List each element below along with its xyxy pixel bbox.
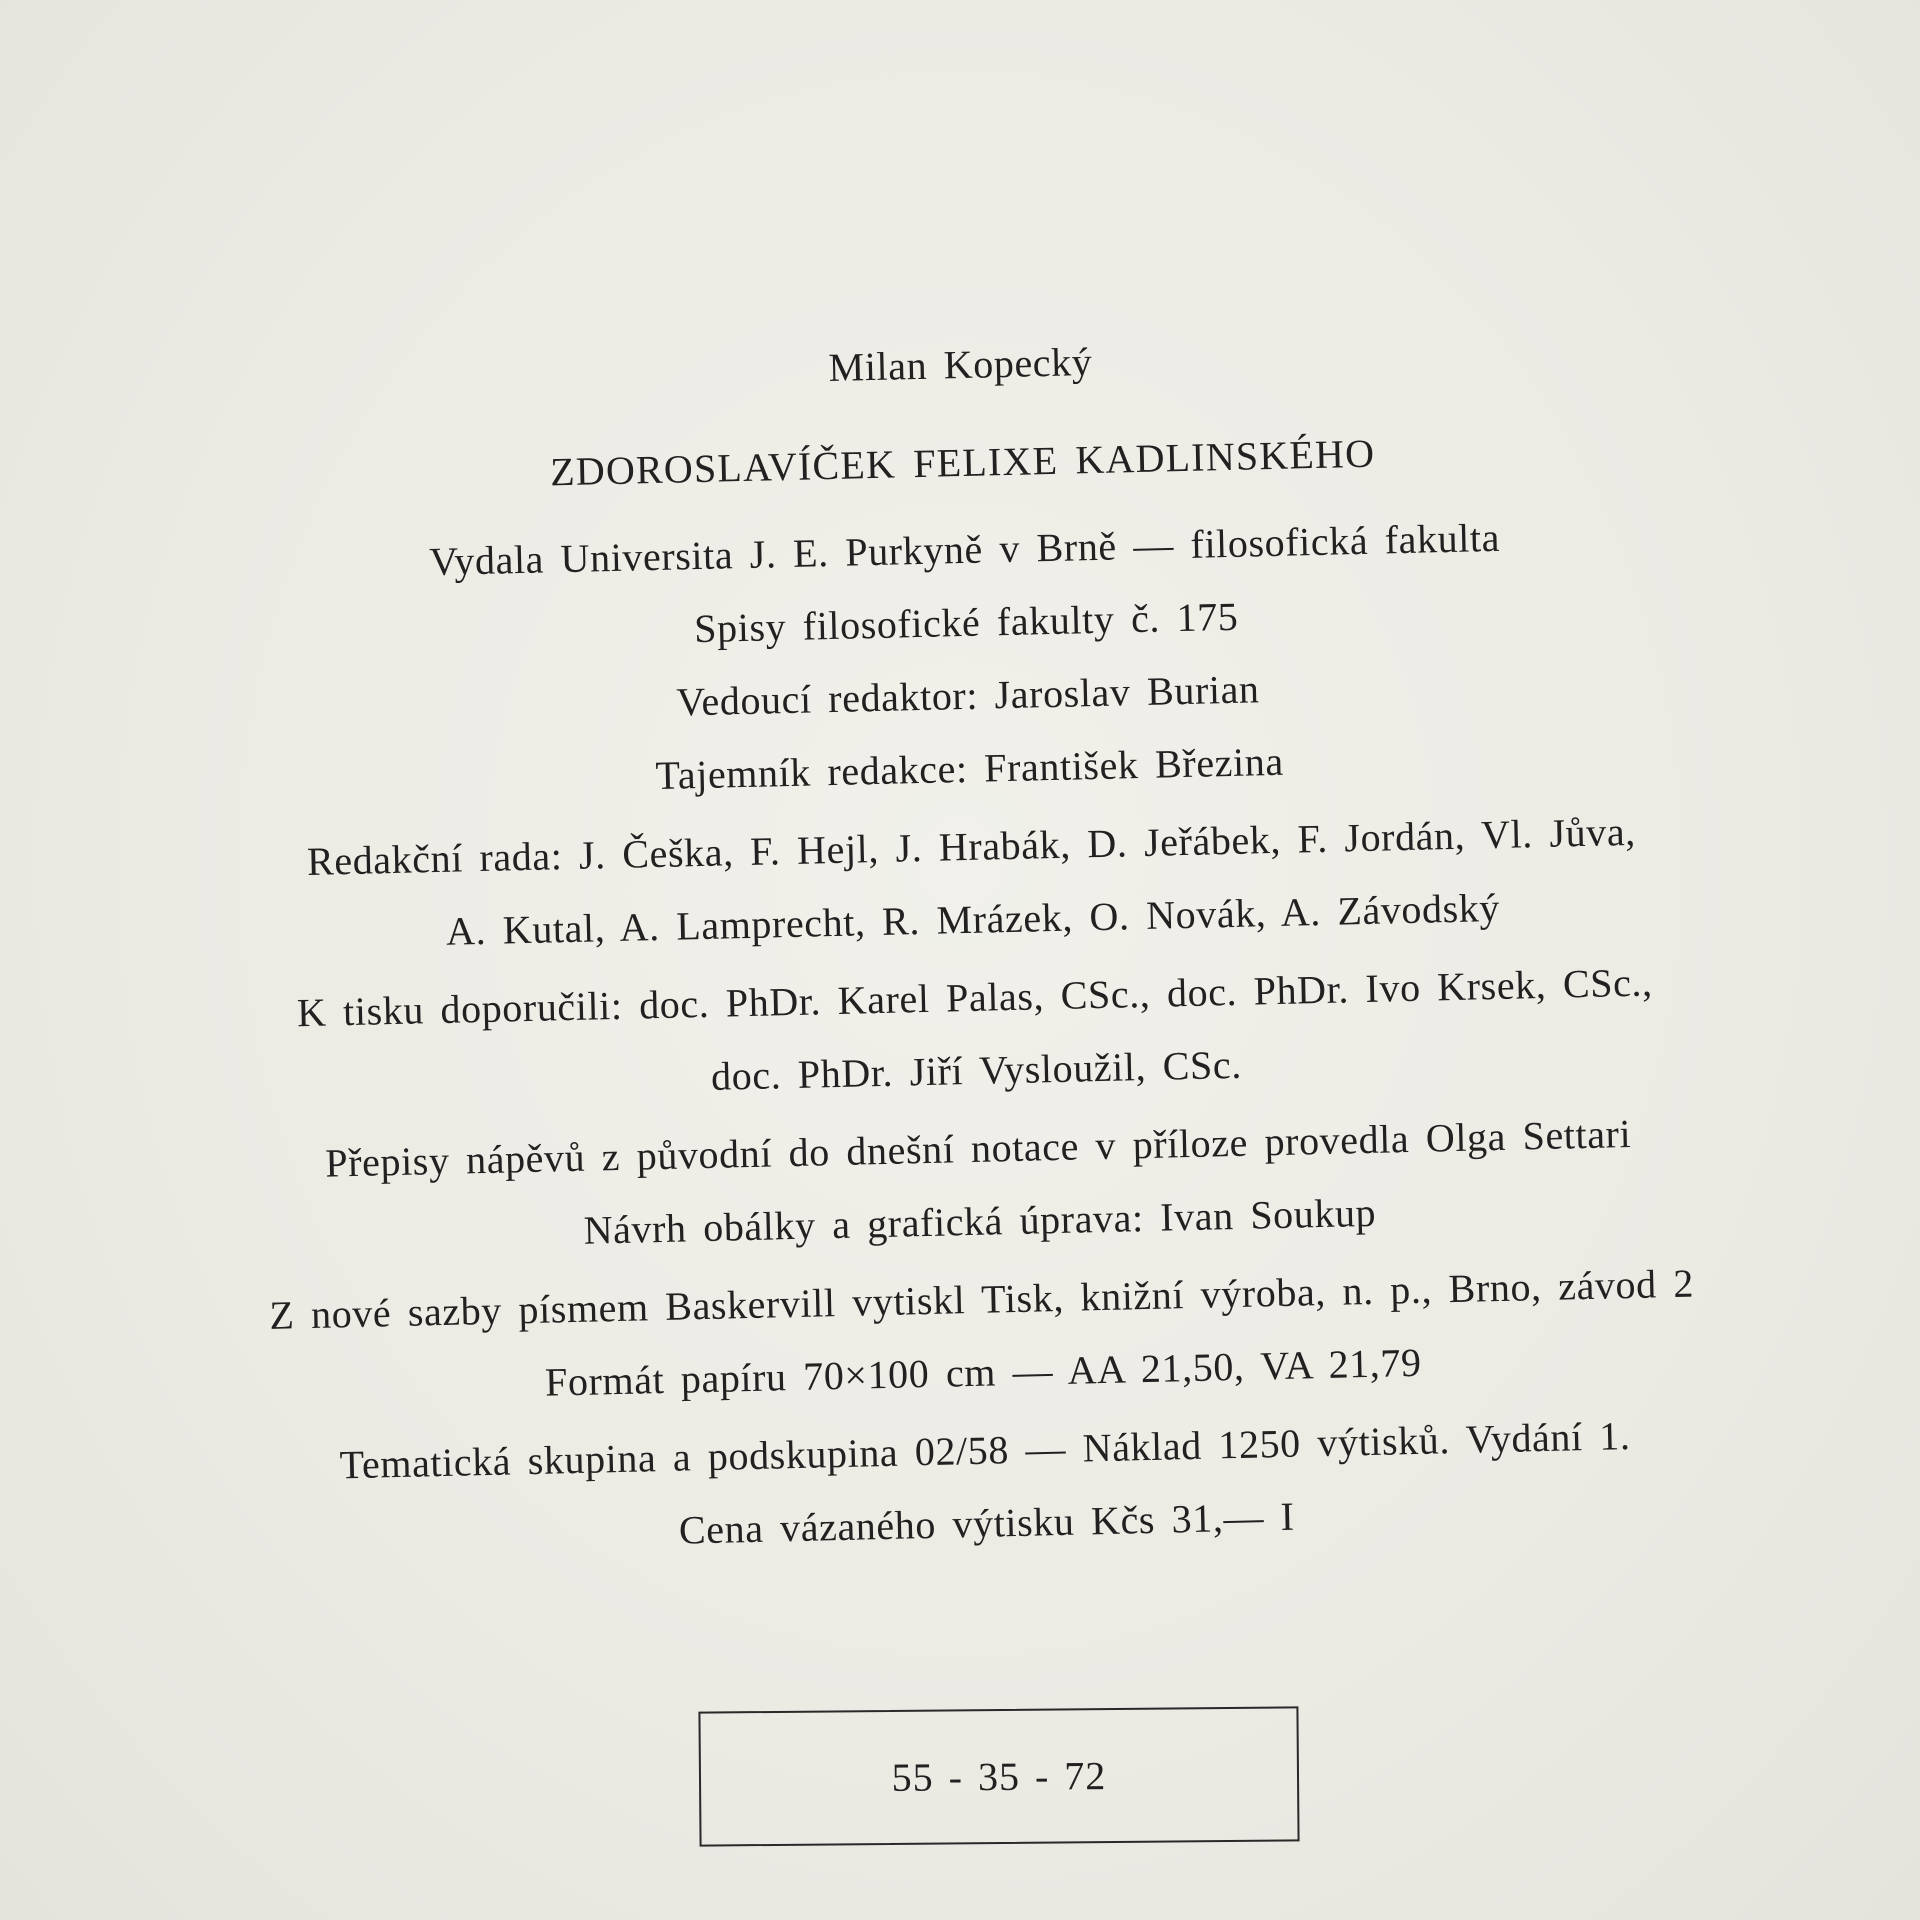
reviewers-block <box>195 960 1757 1108</box>
secretary-line: Tajemník redakce: František Březina <box>655 738 1285 799</box>
editorial-board-line-2: A. Kutal, A. Lamprecht, R. Mrázek, O. Novák, A. Závodský <box>445 884 1501 954</box>
editorial-board-line-1: Redakční rada: J. Češka, F. Hejl, J. Hrabák, D. Jeřábek, F. Jordán, Vl. Jůva, <box>306 808 1637 884</box>
catalog-code-box <box>698 1706 1299 1846</box>
price-line: Cena vázaného výtisku Kčs 31,— I <box>678 1493 1296 1553</box>
colophon-text <box>180 327 1767 1561</box>
reviewers-line-2: doc. PhDr. Jiří Vysloužil, CSc. <box>710 1041 1243 1099</box>
editor-line: Vedoucí redaktor: Jaroslav Burian <box>675 666 1260 725</box>
printing-line-1: Z nové sazby písmem Baskervill vytiskl Tisk, knižní výroba, n. p., Brno, závod 2 <box>268 1260 1695 1338</box>
printing-line-2: Formát papíru 70×100 cm — AA 21,50, VA 21,79 <box>544 1339 1423 1405</box>
credits-block <box>198 1111 1760 1259</box>
author-name: Milan Kopecký <box>828 339 1093 390</box>
book-title: ZDOROSLAVÍČEK FELIXE KADLINSKÉHO <box>549 430 1376 495</box>
catalog-code: 55 - 35 - 72 <box>891 1753 1107 1800</box>
printing-block <box>201 1262 1763 1410</box>
publisher-line: Vydala Universita J. E. Purkyně v Brně — filosofická fakulta <box>428 514 1501 585</box>
edition-block <box>205 1413 1767 1561</box>
editorial-board-block <box>191 809 1753 957</box>
design-credit: Návrh obálky a grafická úprava: Ivan Soukup <box>583 1189 1377 1253</box>
publisher-block <box>184 512 1749 806</box>
reviewers-line-1: K tisku doporučili: doc. PhDr. Karel Palas, CSc., doc. PhDr. Ivo Krsek, CSc., <box>296 959 1654 1036</box>
edition-line: Tematická skupina a podskupina 02/58 — Náklad 1250 výtisků. Vydání 1. <box>339 1413 1631 1488</box>
transcription-credit: Přepisy nápěvů z původní do dnešní notace v příloze provedla Olga Settari <box>324 1110 1632 1186</box>
series-line: Spisy filosofické fakulty č. 175 <box>693 593 1239 652</box>
